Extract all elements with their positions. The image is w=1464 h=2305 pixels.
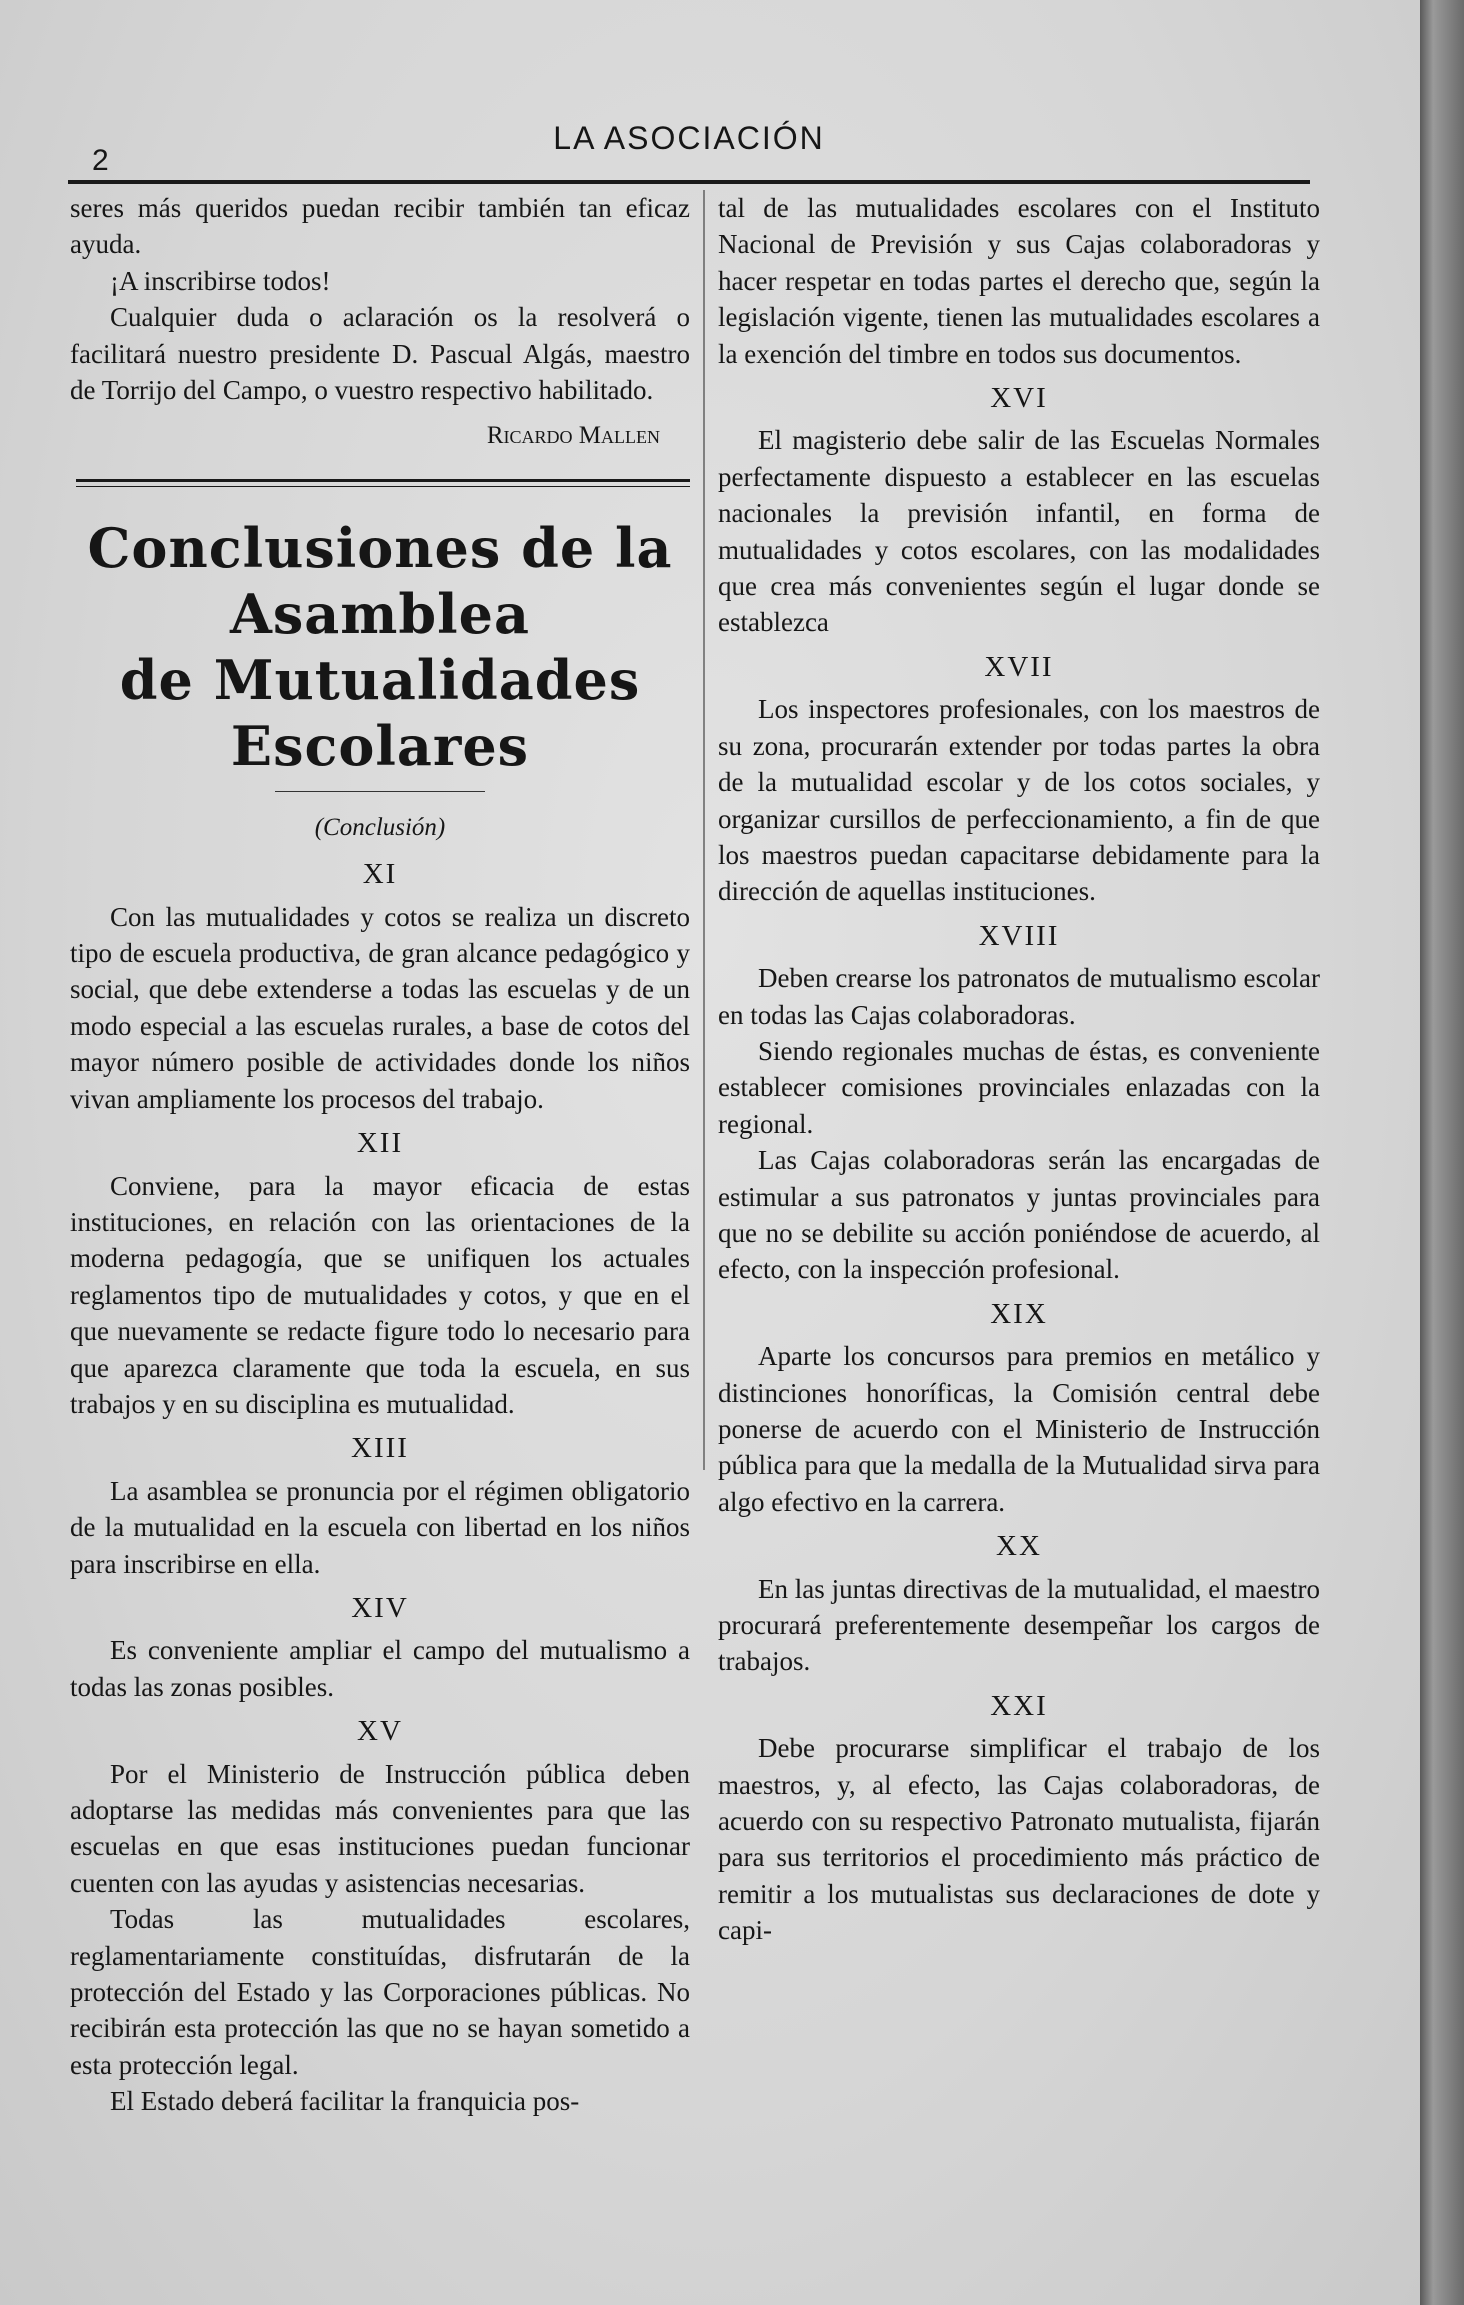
column-divider bbox=[703, 190, 705, 1470]
section-paragraph: Todas las mutualidades escolares, reglamentariamente constituídas, disfrutarán de la protección del Estado y las Corporaciones públicas. No recibirán esta protección las que no se hayan sometido a esta protección legal. bbox=[70, 1904, 690, 2080]
article-title bbox=[70, 515, 690, 779]
section-paragraph: Deben crearse los patronatos de mutualismo escolar en todas las Cajas colaboradoras. bbox=[718, 963, 1320, 1030]
page-number: 2 bbox=[92, 144, 109, 177]
section-numeral: XX bbox=[996, 1530, 1042, 1563]
section-numeral: XV bbox=[357, 1715, 403, 1748]
intro-paragraph: ¡A inscribirse todos! bbox=[110, 265, 331, 296]
section-numeral: XXI bbox=[990, 1689, 1048, 1722]
section-divider bbox=[76, 479, 690, 487]
section-numeral: XI bbox=[362, 858, 398, 891]
page-header bbox=[68, 120, 1310, 190]
section-paragraph: Con las mutualidades y cotos se realiza un discreto tipo de escuela productiva, de gran alcance pedagógico y social, que debe extenderse a todas las escuelas y de un modo especial a las escuelas rurales, a base de cotos del mayor número posible de actividades donde los niños vivan ampliamente los procesos del trabajo. bbox=[70, 901, 690, 1114]
intro-paragraph: Cualquier duda o aclaración os la resolverá o facilitará nuestro presidente D. Pascual Algás, maestro de Torrijo del Campo, o vuestro respectivo habilitado. bbox=[70, 302, 690, 406]
left-column bbox=[70, 190, 690, 2120]
section-numeral: XIII bbox=[351, 1432, 409, 1465]
section-paragraph: Conviene, para la mayor eficacia de estas instituciones, en relación con las orientaciones de la moderna pedagogía, que se unifiquen los actuales reglamentos tipo de mutualidades y cotos, y que en el que nuevamente se redacte figure todo lo necesario para que aparezca claramente que toda la escuela, en sus trabajos y en su disciplina es mutualidad. bbox=[70, 1170, 690, 1419]
section-numeral: XVIII bbox=[978, 919, 1060, 952]
section-paragraph: Los inspectores profesionales, con los maestros de su zona, procurarán extender por todas partes la obra de la mutualidad escolar y de los cotos sociales, y organizar cursillos de perfeccionamiento, a fin de que los maestros puedan capacitarse debidamente para la dirección de aquellas instituciones. bbox=[718, 694, 1320, 907]
title-underline bbox=[275, 791, 485, 792]
section-paragraph: Siendo regionales muchas de éstas, es conveniente establecer comisiones provinciales enlazadas con la regional. bbox=[718, 1035, 1320, 1139]
section-numeral: XIV bbox=[351, 1591, 409, 1624]
section-numeral: XIX bbox=[990, 1297, 1048, 1330]
section-numeral: XVII bbox=[984, 650, 1054, 683]
section-paragraph: Las Cajas colaboradoras serán las encargadas de estimular a sus patronatos y juntas provinciales para que no se debilite su acción poniéndose de acuerdo, al efecto, con la inspección profesional. bbox=[718, 1145, 1320, 1285]
continuation-paragraph: tal de las mutualidades escolares con el Instituto Nacional de Previsión y sus Cajas colaboradoras y hacer respetar en todas partes el derecho que, según la legislación vigente, tienen las mutualidades escolares a la exención del timbre en todos sus documentos. bbox=[718, 193, 1320, 369]
section-paragraph: Aparte los concursos para premios en metálico y distinciones honoríficas, la Comisión central debe ponerse de acuerdo con el Ministerio de Instrucción pública para que la medalla de la Mutualidad sirva para algo efectivo en la carrera. bbox=[718, 1341, 1320, 1517]
intro-paragraph: seres más queridos puedan recibir también tan eficaz ayuda. bbox=[70, 193, 690, 260]
section-paragraph: El magisterio debe salir de las Escuelas Normales perfectamente dispuesto a establecer en las escuelas nacionales la previsión infantil, en forma de mutualidades y cotos escolares, con las modalidades que crea más convenientes según el lugar donde se establezca bbox=[718, 425, 1320, 638]
section-paragraph: El Estado deberá facilitar la franquicia pos- bbox=[110, 2086, 580, 2117]
article-subtitle: (Conclusión) bbox=[314, 813, 446, 841]
title-line-1: Conclusiones de la Asamblea bbox=[87, 515, 673, 646]
section-paragraph: En las juntas directivas de la mutualidad, el maestro procurará preferentemente desempeñar los cargos de trabajos. bbox=[718, 1573, 1320, 1677]
section-paragraph: La asamblea se pronuncia por el régimen obligatorio de la mutualidad en la escuela con libertad en los niños para inscribirse en ella. bbox=[70, 1475, 690, 1579]
signature: Ricardo Mallen bbox=[486, 422, 660, 450]
section-numeral: XVI bbox=[990, 382, 1048, 415]
section-numeral: XII bbox=[356, 1127, 404, 1160]
binding-edge bbox=[1420, 0, 1464, 2305]
title-line-2: de Mutualidades Escolares bbox=[119, 647, 641, 778]
section-paragraph: Es conveniente ampliar el campo del mutualismo a todas las zonas posibles. bbox=[70, 1635, 690, 1702]
header-rule bbox=[68, 180, 1310, 184]
section-paragraph: Debe procurarse simplificar el trabajo de los maestros, y, al efecto, las Cajas colaboradoras, de acuerdo con su respectivo Patronato mutualista, fijarán para sus territorios el procedimiento más práctico de remitir a los mutualistas sus declaraciones de dote y capi- bbox=[718, 1733, 1320, 1946]
running-title: LA ASOCIACIÓN bbox=[553, 120, 825, 156]
section-paragraph: Por el Ministerio de Instrucción pública deben adoptarse las medidas más convenientes para que las escuelas en que esas instituciones puedan funcionar cuenten con las ayudas y asistencias necesarias. bbox=[70, 1758, 690, 1898]
right-column bbox=[718, 190, 1320, 1949]
